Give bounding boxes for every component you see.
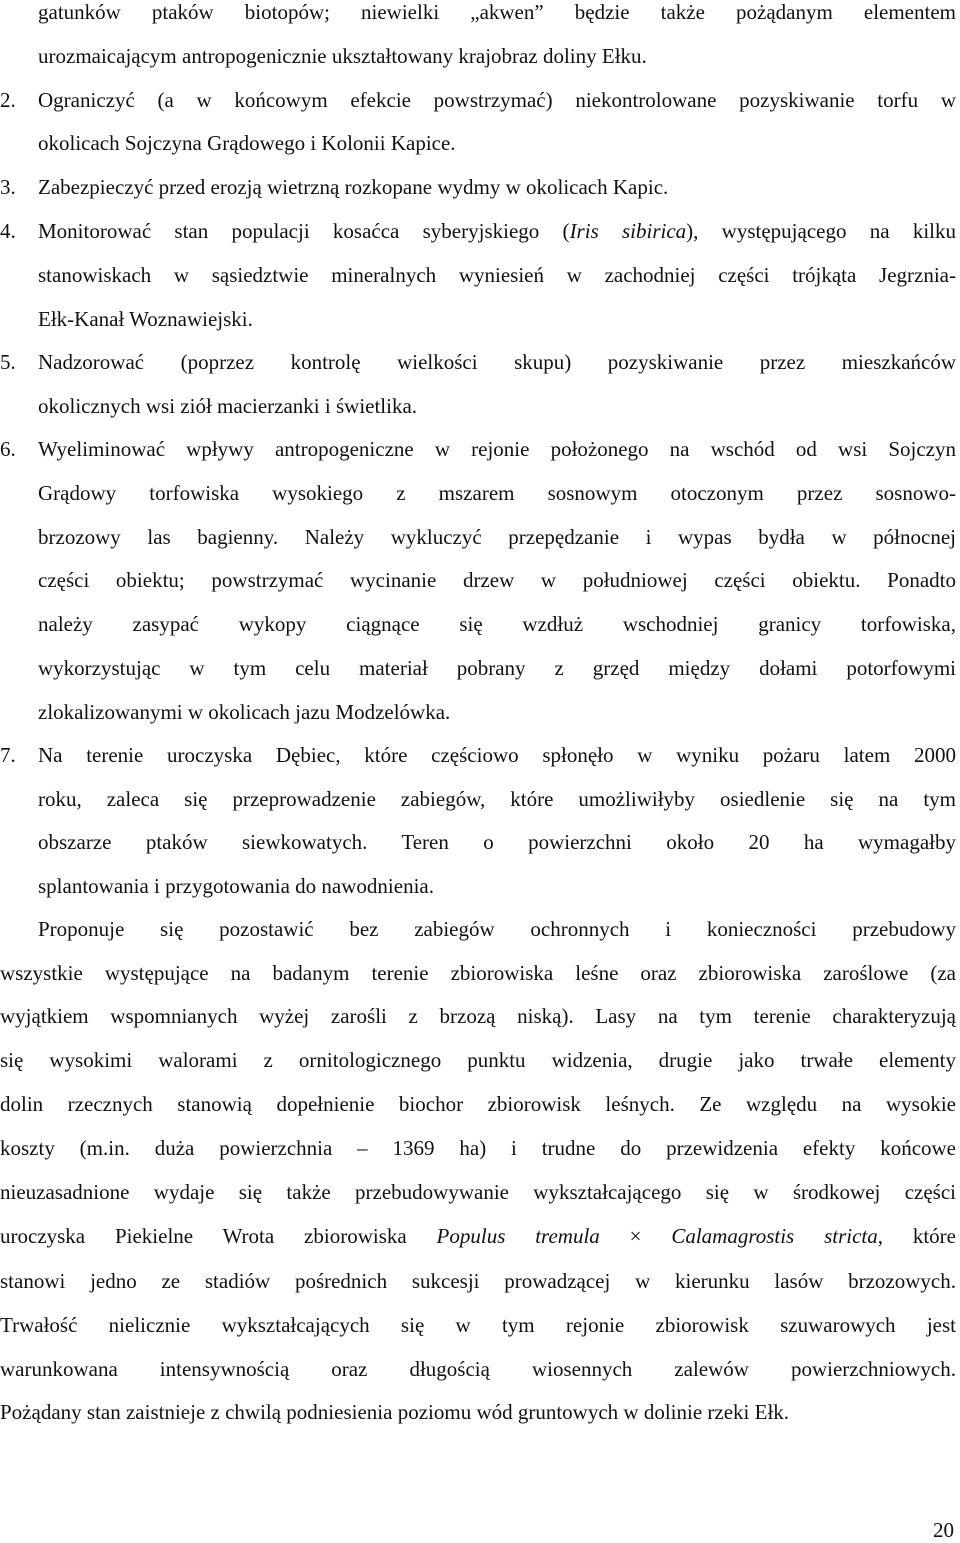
list-item-number: 7. <box>0 743 16 767</box>
paragraph-line: nieuzasadnione wydaje się także przebudowywanie wykształcającego się w środkowej części <box>0 1180 956 1204</box>
list-item-line <box>38 215 956 247</box>
page-number: 20 <box>933 1518 954 1542</box>
paragraph-line <box>0 1220 956 1252</box>
paragraph-line: Proponuje się pozostawić bez zabiegów ochronnych i konieczności przebudowy <box>38 917 956 941</box>
list-item-number: 4. <box>0 219 16 243</box>
list-item-number: 2. <box>0 88 16 112</box>
text-run: uroczyska Piekielne Wrota zbiorowiska <box>0 1224 407 1248</box>
continuation-line: gatunków ptaków biotopów; niewielki „akwen” będzie także pożądanym elementem <box>38 0 956 24</box>
text-run: , które <box>877 1224 956 1248</box>
species-name: Populus tremula <box>436 1224 600 1248</box>
list-item-line: Wyeliminować wpływy antropogeniczne w rejonie położonego na wschód od wsi Sojczyn <box>38 437 956 461</box>
paragraph-line: Trwałość nielicznie wykształcających się w tym rejonie zbiorowisk szuwarowych jest <box>0 1313 956 1337</box>
list-item-line: roku, zaleca się przeprowadzenie zabiegów, które umożliwiłyby osiedlenie się na tym <box>38 787 956 811</box>
continuation-line: urozmaicającym antropogenicznie ukształtowany krajobraz doliny Ełku. <box>38 44 647 68</box>
list-item-line: zlokalizowanymi w okolicach jazu Modzelówka. <box>38 700 451 724</box>
paragraph-line: warunkowana intensywnością oraz długością wiosennych zalewów powierzchniowych. <box>0 1357 956 1381</box>
species-name: Iris sibirica <box>569 219 687 243</box>
list-item-number: 3. <box>0 175 16 199</box>
list-item-number: 6. <box>0 437 16 461</box>
list-item-line: Grądowy torfowiska wysokiego z mszarem sosnowym otoczonym przez sosnowo- <box>38 481 956 505</box>
paragraph-line: się wysokimi walorami z ornitologicznego punktu widzenia, drugie jako trwałe elementy <box>0 1048 956 1072</box>
list-item-line: okolicznych wsi ziół macierzanki i świetlika. <box>38 394 418 418</box>
list-item-line: wykorzystując w tym celu materiał pobrany z grzęd między dołami potorfowymi <box>38 656 956 680</box>
hybrid-sign: × <box>629 1224 642 1248</box>
list-item-number: 5. <box>0 350 16 374</box>
list-item-line: Nadzorować (poprzez kontrolę wielkości skupu) pozyskiwanie przez mieszkańców <box>38 350 956 374</box>
list-item-line: Zabezpieczyć przed erozją wietrzną rozkopane wydmy w okolicach Kapic. <box>38 175 669 199</box>
text-run: Monitorować stan populacji kosaćca syberyjskiego ( <box>38 219 570 243</box>
paragraph-line: koszty (m.in. duża powierzchnia – 1369 ha) i trudne do przewidzenia efekty końcowe <box>0 1136 956 1160</box>
list-item-line: Ełk-Kanał Woznawiejski. <box>38 307 253 331</box>
text-run: ), występującego na kilku <box>686 219 956 243</box>
list-item-line: stanowiskach w sąsiedztwie mineralnych wyniesień w zachodniej części trójkąta Jegrznia- <box>38 263 956 287</box>
list-item-line: brzozowy las bagienny. Należy wykluczyć przepędzanie i wypas bydła w północnej <box>38 525 956 549</box>
list-item-line: obszarze ptaków siewkowatych. Teren o powierzchni około 20 ha wymagałby <box>38 830 956 854</box>
paragraph-line: stanowi jedno ze stadiów pośrednich sukcesji prowadzącej w kierunku lasów brzozowych. <box>0 1269 956 1293</box>
species-name: Calamagrostis stricta <box>671 1224 878 1248</box>
list-item-line: części obiektu; powstrzymać wycinanie drzew w południowej części obiektu. Ponadto <box>38 568 956 592</box>
paragraph-line: Pożądany stan zaistnieje z chwilą podniesienia poziomu wód gruntowych w dolinie rzeki Ełk. <box>0 1400 790 1424</box>
paragraph-line: wyjątkiem wspomnianych wyżej zarośli z brzozą niską). Lasy na tym terenie charakteryzują <box>0 1004 956 1028</box>
list-item-line: splantowania i przygotowania do nawodnienia. <box>38 874 434 898</box>
list-item-line: okolicach Sojczyna Grądowego i Kolonii Kapice. <box>38 131 456 155</box>
list-item-line: należy zasypać wykopy ciągnące się wzdłuż wschodniej granicy torfowiska, <box>38 612 956 636</box>
list-item-line: Na terenie uroczyska Dębiec, które częściowo spłonęło w wyniku pożaru latem 2000 <box>38 743 956 767</box>
paragraph-line: wszystkie występujące na badanym terenie zbiorowiska leśne oraz zbiorowiska zaroślowe (za <box>0 961 956 985</box>
paragraph-line: dolin rzecznych stanowią dopełnienie biochor zbiorowisk leśnych. Ze względu na wysokie <box>0 1092 956 1116</box>
list-item-line: Ograniczyć (a w końcowym efekcie powstrzymać) niekontrolowane pozyskiwanie torfu w <box>38 88 956 112</box>
